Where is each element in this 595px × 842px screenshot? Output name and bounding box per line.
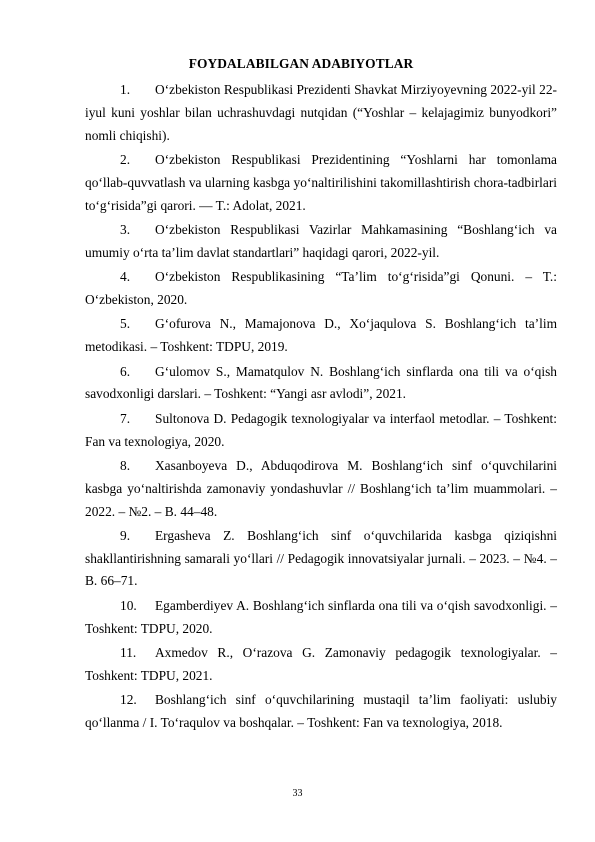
reference-number: 6.: [120, 363, 131, 379]
page-number: 33: [292, 788, 303, 799]
reference-number: 7.: [120, 410, 131, 426]
reference-text: Xasanboyeva D., Abduqodirova M. Boshlang‘ich sinf o‘quvchilarini kasbga yo‘naltirishda zamonaviy yondashuvlar // Boshlang‘ich ta’lim muammolari. – 2022. – №2. – B. 44–48.: [85, 457, 557, 519]
reference-number: 11.: [120, 645, 137, 661]
reference-text: O‘zbekiston Respublikasining “Ta’lim to‘g‘risida”gi Qonuni. – T.: O‘zbekiston, 2020.: [85, 269, 557, 307]
reference-item: [85, 219, 557, 265]
reference-text: Egamberdiyev A. Boshlang‘ich sinflarda ona tili va o‘qish savodxonligi. – Toshkent: TDPU, 2020.: [85, 597, 557, 636]
reference-text: O‘zbekiston Respublikasi Prezidenti Shavkat Mirziyoyevning 2022-yil 22-iyul kuni yoshlar bilan uchrashuvdagi nutqidan (“Yoshlar – kelajagimiz bunyodkori” nomli chiqishi).: [85, 82, 557, 143]
reference-number: 12.: [120, 692, 137, 708]
reference-text: Boshlang‘ich sinf o‘quvchilarining mustaqil ta’lim faoliyati: uslubiy qo‘llanma / I. To‘raqulov va boshqalar. – Toshkent: Fan va texnologiya, 2018.: [85, 692, 557, 731]
reference-item: [85, 595, 557, 641]
reference-item: [85, 361, 557, 407]
reference-list: [85, 79, 557, 736]
reference-text: G‘ulomov S., Mamatqulov N. Boshlang‘ich sinflarda ona tili va o‘qish savodxonligi darslari. – Toshkent: “Yangi asr avlodi”, 2021.: [85, 363, 557, 402]
reference-number: 4.: [120, 269, 131, 285]
reference-text: Axmedov R., O‘razova G. Zamonaviy pedagogik texnologiyalar. – Toshkent: TDPU, 2021.: [85, 645, 557, 683]
reference-number: 8.: [120, 457, 131, 473]
reference-item: [85, 408, 557, 454]
reference-text: Sultonova D. Pedagogik texnologiyalar va interfaol metodlar. – Toshkent: Fan va texnologiya, 2020.: [85, 410, 557, 449]
reference-item: [85, 525, 557, 593]
reference-item: [85, 689, 557, 735]
reference-number: 3.: [120, 221, 131, 237]
reference-number: 9.: [120, 527, 131, 543]
reference-number: 5.: [120, 316, 131, 332]
reference-text: O‘zbekiston Respublikasi Vazirlar Mahkamasining “Boshlang‘ich va umumiy o‘rta ta’lim davlat standartlari” haqidagi qarori, 2022-yil.: [85, 221, 557, 260]
reference-text: Ergasheva Z. Boshlang‘ich sinf o‘quvchilarida kasbga qiziqishni shakllantirishning samarali yo‘llari // Pedagogik innovatsiyalar jurnali. – 2023. – №4. – B. 66–71.: [85, 527, 557, 589]
reference-item: [85, 266, 557, 312]
reference-item: [85, 313, 557, 359]
reference-number: 10.: [120, 597, 137, 613]
reference-number: 1.: [120, 82, 131, 97]
page-title: FOYDALABILGAN ADABIYOTLAR: [188, 56, 414, 71]
reference-item: [85, 455, 557, 523]
reference-item: [85, 642, 557, 688]
reference-item: [85, 149, 557, 217]
reference-number: 2.: [120, 151, 131, 167]
reference-item: [85, 79, 557, 147]
reference-text: G‘ofurova N., Mamajonova D., Xo‘jaqulova S. Boshlang‘ich ta’lim metodikasi. – Toshkent: TDPU, 2019.: [85, 316, 557, 355]
reference-text: O‘zbekiston Respublikasi Prezidentining “Yoshlarni har tomonlama qo‘llab-quvvatlash va ularning kasbga yo‘naltirilishini takomillashtirish chora-tadbirlari to‘g‘risida”gi qarori. — T.: Adolat, 2021.: [85, 151, 557, 213]
